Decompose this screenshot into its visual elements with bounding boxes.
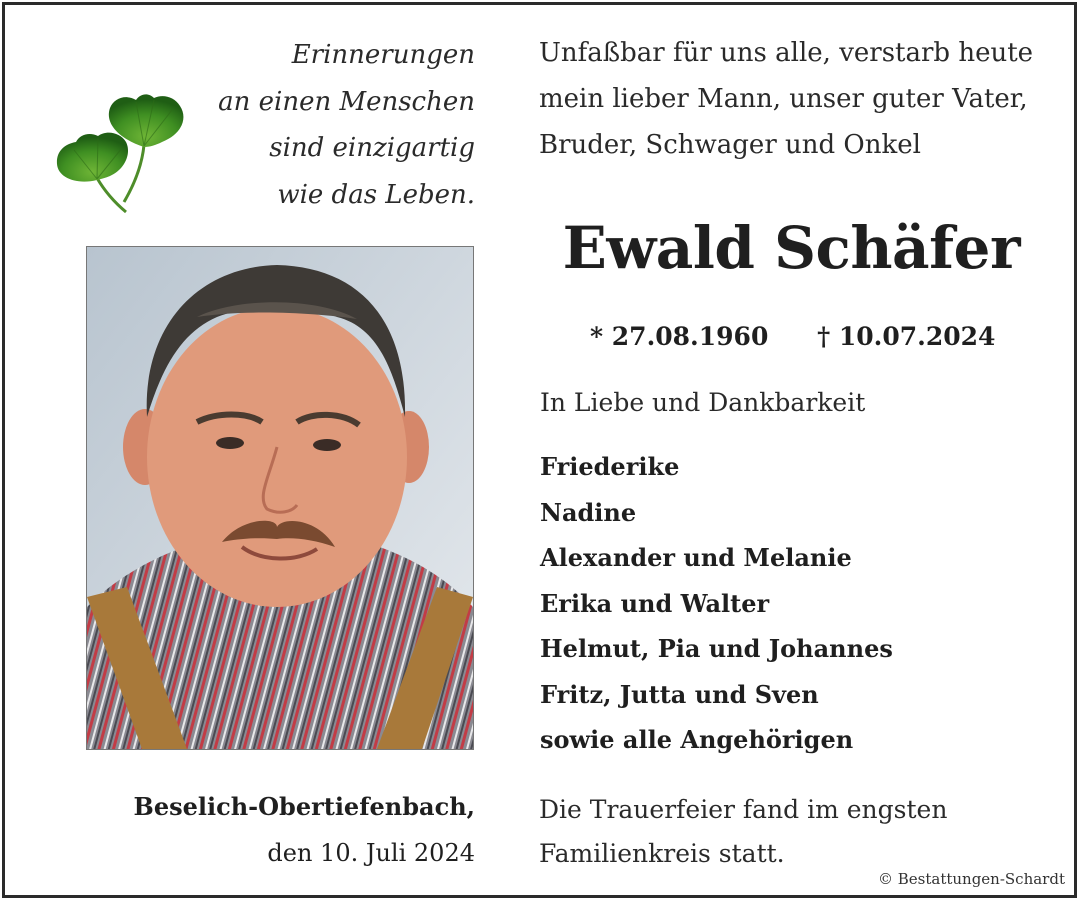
place-date: den 10. Juli 2024 bbox=[267, 839, 475, 867]
portrait-photo bbox=[86, 246, 474, 750]
place-and-date bbox=[120, 784, 475, 876]
deceased-name: Ewald Schäfer bbox=[562, 214, 1020, 282]
quote-line: an einen Menschen bbox=[218, 86, 475, 117]
funeral-note bbox=[539, 788, 947, 876]
death-date: † 10.07.2024 bbox=[817, 322, 996, 351]
mourner-entry: Friederike bbox=[540, 452, 680, 481]
life-dates bbox=[590, 322, 995, 351]
intro-line: mein lieber Mann, unser guter Vater, bbox=[539, 84, 1028, 114]
place-city: Beselich-Obertiefenbach, bbox=[133, 792, 475, 821]
mourner-entry: Erika und Walter bbox=[540, 588, 770, 618]
mourner-entry: Helmut, Pia und Johannes bbox=[540, 634, 893, 663]
dedication-line: In Liebe und Dankbarkeit bbox=[540, 388, 866, 417]
intro-line: Unfaßbar für uns alle, verstarb heute bbox=[539, 38, 1034, 68]
copyright-notice: © Bestattungen-Schardt bbox=[877, 870, 1065, 888]
memorial-quote bbox=[200, 32, 475, 218]
birth-date: * 27.08.1960 bbox=[590, 322, 769, 351]
quote-line: wie das Leben. bbox=[277, 179, 475, 210]
quote-line: sind einzigartig bbox=[269, 133, 475, 163]
ginkgo-leaf-icon bbox=[52, 90, 197, 220]
funeral-line: Familienkreis statt. bbox=[539, 839, 785, 868]
mourners-list bbox=[540, 444, 893, 763]
mourner-entry: Nadine bbox=[540, 497, 637, 527]
announcement-intro bbox=[539, 30, 1059, 168]
funeral-line: Die Trauerfeier fand im engsten bbox=[539, 795, 948, 824]
quote-line: Erinnerungen bbox=[291, 40, 475, 70]
mourner-entry: sowie alle Angehörigen bbox=[540, 725, 854, 754]
intro-line: Bruder, Schwager und Onkel bbox=[539, 130, 921, 160]
mourner-entry: Alexander und Melanie bbox=[540, 543, 852, 572]
mourner-entry: Fritz, Jutta und Sven bbox=[540, 679, 819, 709]
